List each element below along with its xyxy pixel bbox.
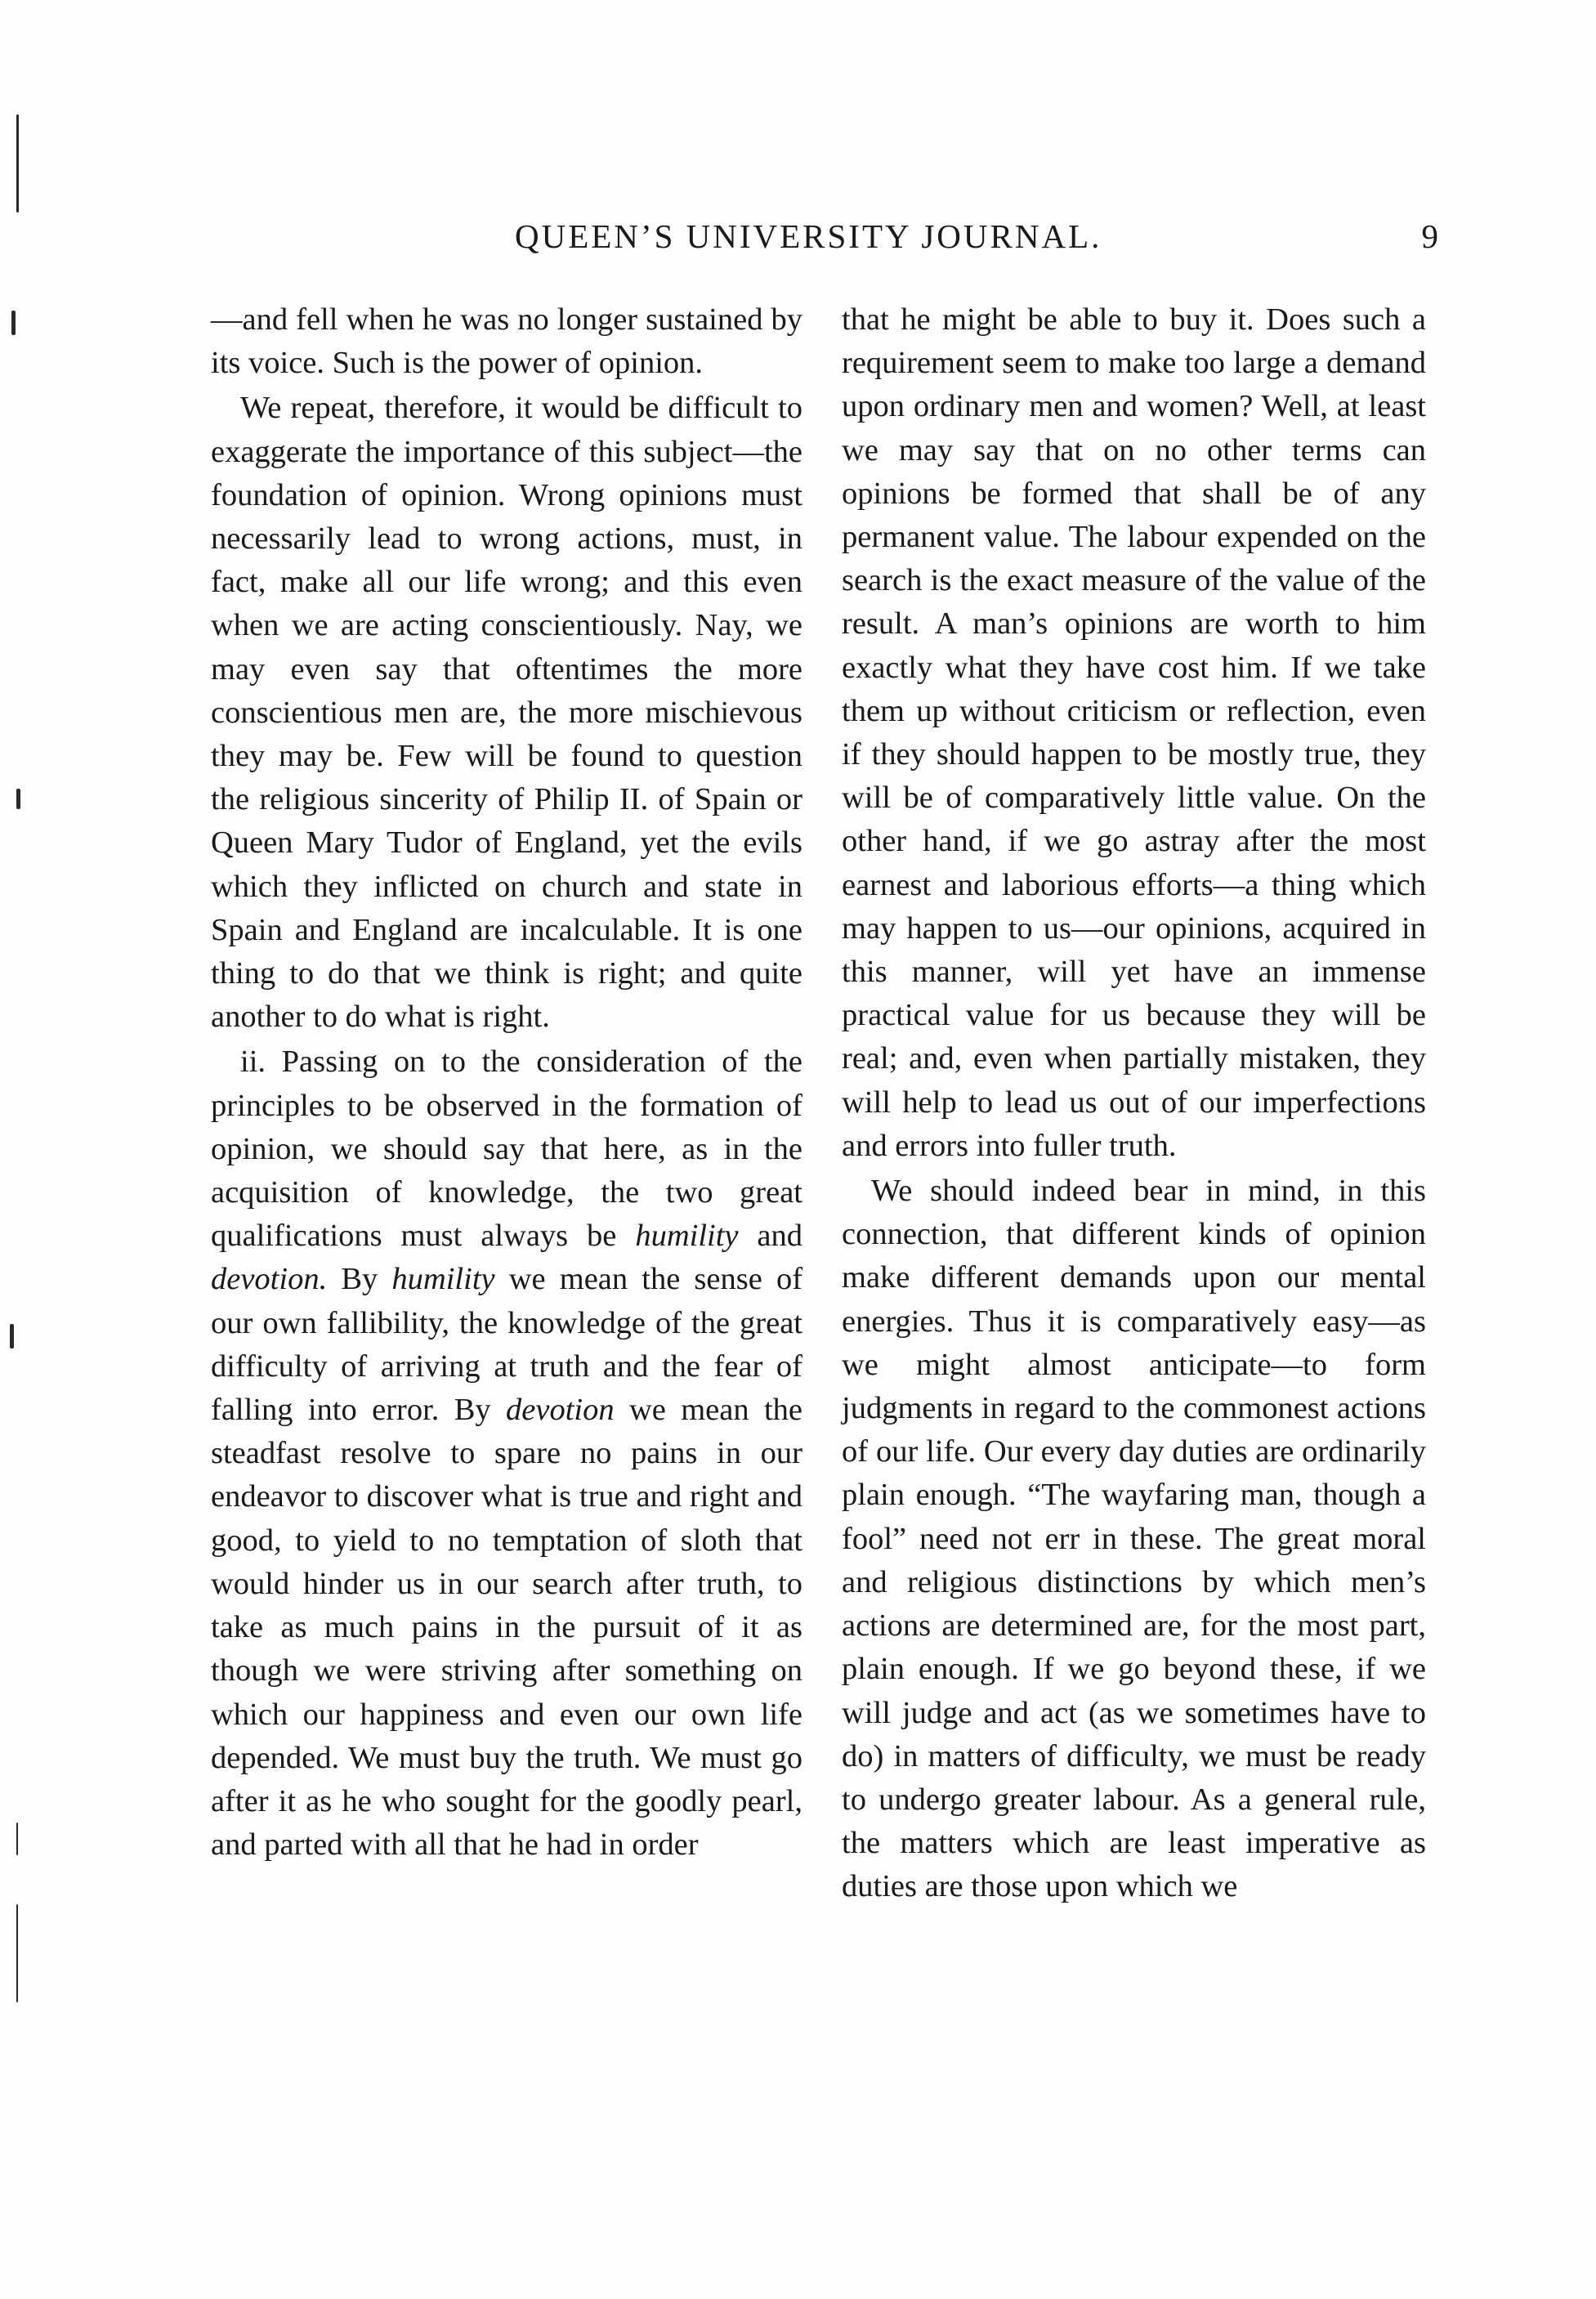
paragraph bbox=[211, 1040, 802, 1867]
scan-edge-mark bbox=[16, 114, 19, 212]
italic-term: devotion. bbox=[211, 1262, 328, 1297]
italic-term: devotion bbox=[506, 1393, 615, 1428]
italic-term: humility bbox=[635, 1219, 739, 1254]
page-number: 9 bbox=[1421, 217, 1438, 255]
text-run: we mean the sense of our own fallibility, the knowledge of the great difficulty of arriving at truth and the fear of falling into error. By bbox=[211, 1262, 803, 1428]
text-run: we mean the steadfast resolve to spare no pains in our endeavor to discover what is true and right and good, to yield to no temptation of sloth that would hinder us in our search after truth, to take as much pains in the pursuit of it as though we were striving after something on which our happiness and even our own life depended. We must buy the truth. We must go after it as he who sought for the goodly pearl, and parted with all that he had in order bbox=[211, 1393, 802, 1863]
right-column bbox=[842, 298, 1426, 1909]
text-run: ii. Passing on to the consideration of the principles to be observed in the formation of opinion, we should say that here, as in the acquisition of knowledge, the two great qualifications must always be bbox=[211, 1044, 802, 1254]
scan-edge-mark bbox=[16, 1823, 18, 1855]
paragraph: —and fell when he was no longer sustained by its voice. Such is the power of opinion. bbox=[211, 302, 802, 381]
scan-edge-mark bbox=[16, 1904, 18, 2002]
scan-edge-mark bbox=[10, 1324, 14, 1349]
italic-term: humility bbox=[391, 1262, 495, 1297]
paragraph: We should indeed bear in mind, in this connection, that different kinds of opinion make different demands upon our mental energies. Thus it is comparatively easy—as we might almost anticipate—to form judgments in regard to the commonest actions of our life. Our every day duties are ordinarily plain enough. “The wayfaring man, though a fool” need not err in these. The great moral and religious distinctions by which men’s actions are determined are, for the most part, plain enough. If we go beyond these, if we will judge and act (as we sometimes have to do) in matters of difficulty, we must be ready to undergo greater labour. As a general rule, the matters which are least imperative as duties are those upon which we bbox=[842, 1174, 1426, 1904]
scan-edge-mark bbox=[16, 789, 20, 809]
paragraph: We repeat, therefore, it would be difficult to exaggerate the importance of this subject—the foundation of opinion. Wrong opinions must necessarily lead to wrong actions, must, in fact, make all our life wrong; and this even when we are acting conscientiously. Nay, we may even say that oftentimes the more conscientious men are, the more mischievous they may be. Few will be found to question the religious sincerity of Philip II. of Spain or Queen Mary Tudor of England, yet the evils which they inflicted on church and state in Spain and England are incalculable. It is one thing to do that we think is right; and quite another to do what is right. bbox=[211, 391, 802, 1035]
text-run: By bbox=[341, 1262, 378, 1297]
left-column bbox=[211, 298, 802, 1867]
paragraph: that he might be able to buy it. Does such a requirement seem to make too large a demand upon ordinary men and women? Well, at least we may say that on no other terms can opinions be formed that shall be of any permanent value. The labour expended on the search is the exact measure of the value of the result. A man’s opinions are worth to him exactly what they have cost him. If we take them up without criticism or reflection, even if they should happen to be mostly true, they will be of comparatively little value. On the other hand, if we go astray after the most earnest and laborious efforts—a thing which may happen to us—our opinions, acquired in this manner, will yet have an immense practical value for us because they will be real; and, even when partially mistaken, they will help to lead us out of our imperfections and errors into fuller truth. bbox=[842, 302, 1426, 1163]
page-header bbox=[515, 217, 1438, 274]
text-run: and bbox=[757, 1219, 802, 1254]
running-head: QUEEN’S UNIVERSITY JOURNAL. bbox=[515, 217, 1102, 255]
scan-edge-mark bbox=[11, 311, 16, 335]
